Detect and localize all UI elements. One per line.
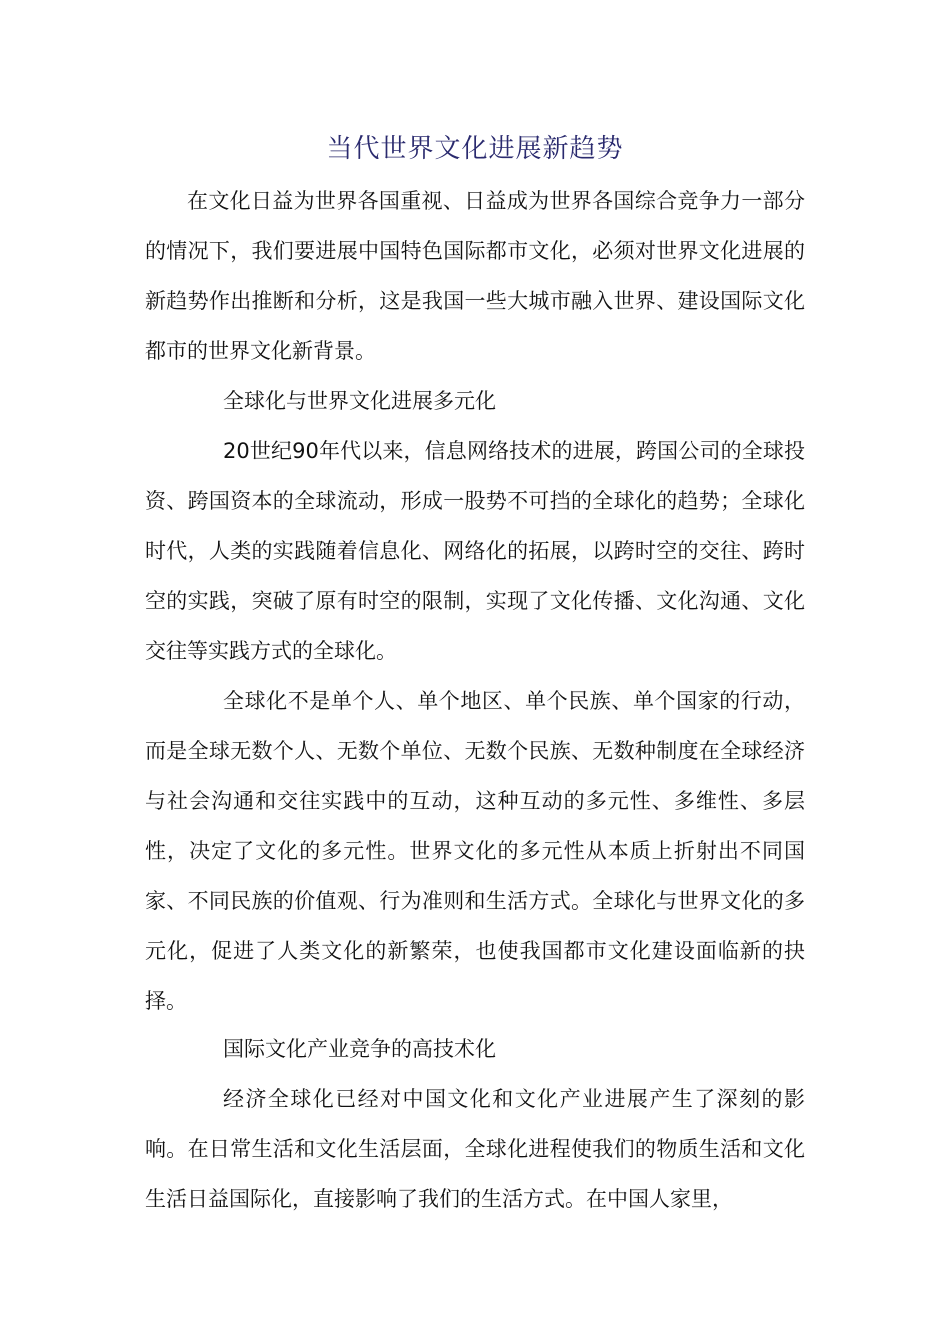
section-heading-1: [145, 376, 805, 426]
section-heading-2: [145, 1024, 805, 1074]
section-heading-text: 国际文化产业竞争的高技术化: [223, 1037, 496, 1061]
paragraph-4: [145, 1074, 805, 1224]
paragraph-text: 全球化不是单个人、单个地区、单个民族、单个国家的行动，而是全球无数个人、无数个单位、无数个民族、无数种制度在全球经济与社会沟通和交往实践中的互动，这种互动的多元性、多维性、多层性，决定了文化的多元性。世界文化的多元性从本质上折射出不同国家、不同民族的价值观、行为准则和生活方式。全球化与世界文化的多元化，促进了人类文化的新繁荣，也使我国都市文化建设面临新的抉择。: [145, 689, 805, 1013]
paragraph-2: [145, 426, 805, 676]
section-heading-text: 全球化与世界文化进展多元化: [223, 389, 496, 413]
paragraph-1: [145, 176, 805, 376]
paragraph-text: 在文化日益为世界各国重视、日益成为世界各国综合竞争力一部分的情况下，我们要进展中国特色国际都市文化，必须对世界文化进展的新趋势作出推断和分析，这是我国一些大城市融入世界、建设国际文化都市的世界文化新背景。: [145, 189, 805, 363]
paragraph-text: 20世纪90年代以来，信息网络技术的进展，跨国公司的全球投资、跨国资本的全球流动，形成一股势不可挡的全球化的趋势；全球化时代，人类的实践随着信息化、网络化的拓展，以跨时空的交往、跨时空的实践，突破了原有时空的限制，实现了文化传播、文化沟通、文化交往等实践方式的全球化。: [145, 439, 805, 663]
paragraph-3: [145, 676, 805, 1026]
paragraph-text: 经济全球化已经对中国文化和文化产业进展产生了深刻的影响。在日常生活和文化生活层面，全球化进程使我们的物质生活和文化生活日益国际化，直接影响了我们的生活方式。在中国人家里，: [145, 1087, 805, 1211]
document-title: 当代世界文化进展新趋势: [326, 134, 624, 164]
